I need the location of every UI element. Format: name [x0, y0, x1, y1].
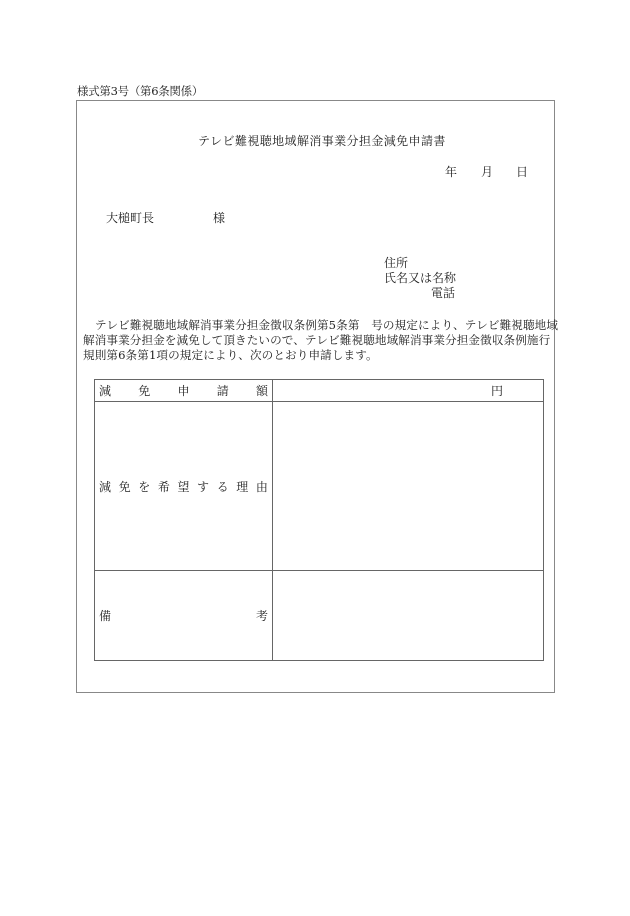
date-day-label: 日 — [516, 165, 529, 179]
date-year-label: 年 — [445, 165, 458, 179]
request-statement: テレビ難視聴地域解消事業分担金徴収条例第5条第 号の規定により、テレビ難視聴地域解消事業分担金を減免して頂きたいので、テレビ難視聴地域解消事業分担金徴収条例施行規則第6条第1項の規定により、次のとおり申請します。 — [83, 318, 559, 362]
reason-value-cell[interactable] — [273, 402, 544, 571]
table-row-remarks — [95, 571, 544, 661]
remarks-label — [99, 607, 268, 624]
applicant-block — [384, 256, 456, 301]
label-char: 理 — [236, 479, 249, 494]
addressee-honorific: 様 — [213, 211, 226, 225]
label-char: 希 — [157, 479, 170, 494]
reason-label — [99, 478, 268, 495]
amount-label — [99, 382, 268, 399]
document-title: テレビ難視聴地域解消事業分担金減免申請書 — [198, 134, 446, 148]
remarks-label-cell — [95, 571, 273, 661]
label-char: 減 — [99, 479, 112, 494]
label-char: 考 — [255, 609, 268, 623]
remarks-value-cell[interactable] — [273, 571, 544, 661]
name-label: 氏名又は名称 — [384, 271, 457, 285]
address-label: 住所 — [384, 256, 409, 270]
form-number: 様式第3号（第6条関係） — [77, 84, 204, 98]
label-char: 請 — [216, 384, 229, 398]
date-month-label: 月 — [481, 165, 494, 179]
label-char: る — [216, 479, 229, 494]
amount-value-cell[interactable]: 円 — [273, 380, 544, 402]
table-row-reason — [95, 402, 544, 571]
request-table — [94, 379, 544, 661]
amount-label-cell — [95, 380, 273, 402]
label-char: す — [197, 479, 210, 494]
label-char: 免 — [138, 384, 151, 398]
table-row-amount — [95, 380, 544, 402]
addressee-name: 大槌町長 — [106, 211, 155, 225]
label-char: 由 — [255, 479, 268, 494]
label-char: 減 — [99, 384, 112, 398]
label-char: 免 — [118, 479, 131, 494]
label-char: 申 — [177, 384, 190, 398]
label-char: を — [138, 479, 151, 494]
label-char: 備 — [99, 609, 112, 623]
phone-label: 電話 — [431, 286, 456, 300]
label-char: 額 — [255, 384, 268, 398]
reason-label-cell — [95, 402, 273, 571]
label-char: 望 — [177, 479, 190, 494]
